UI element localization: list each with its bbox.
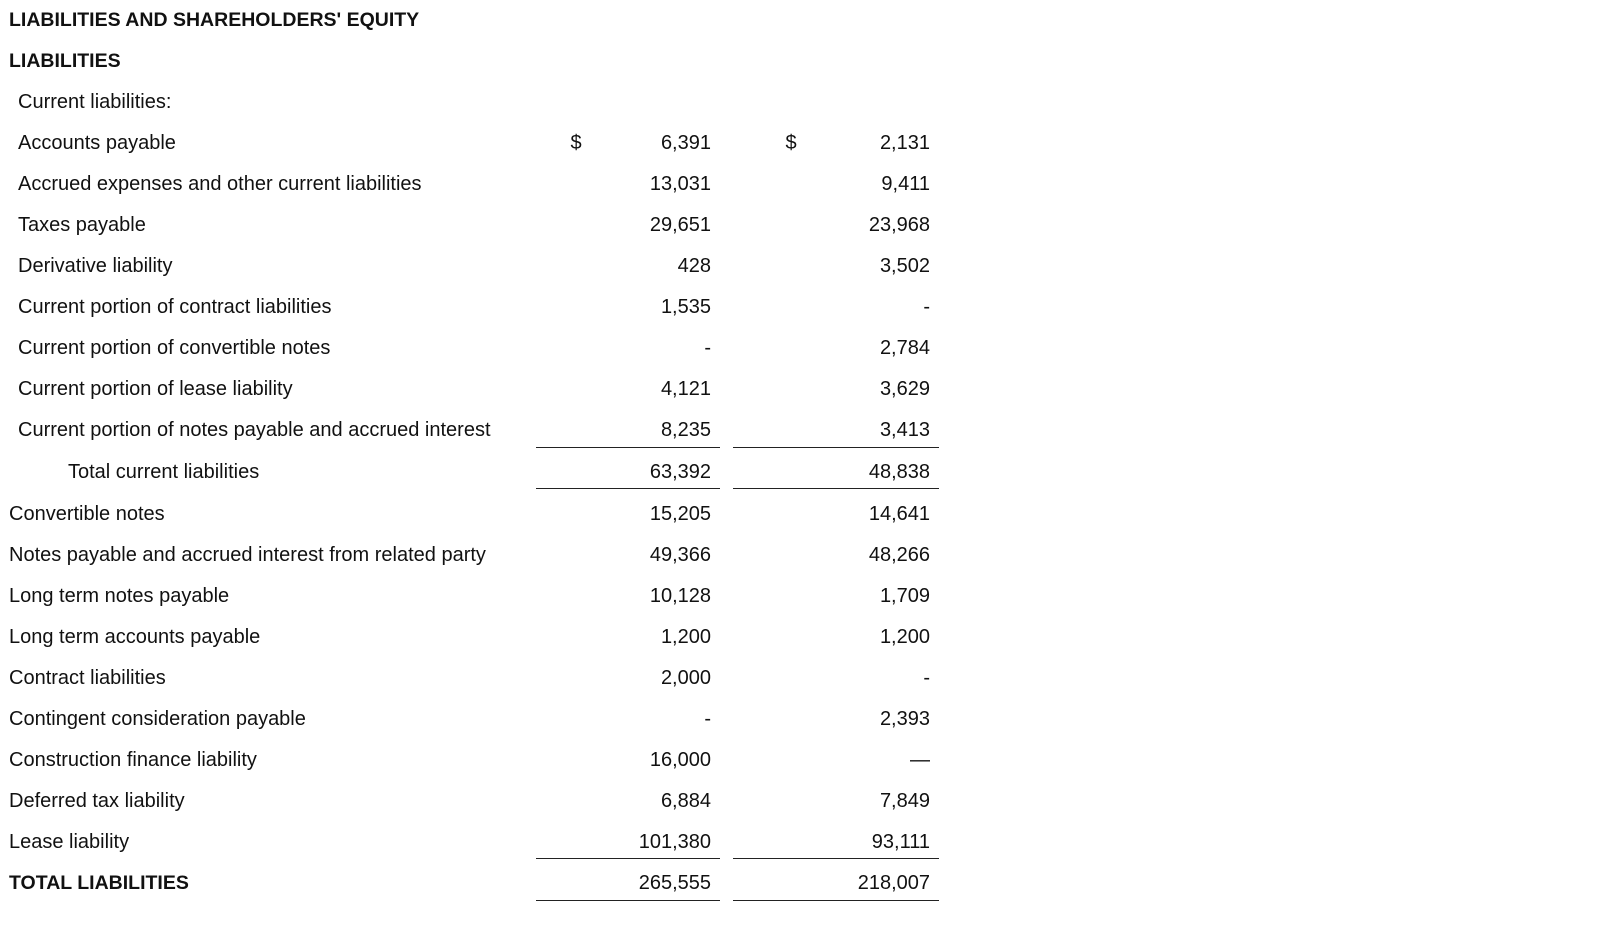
value-col-1: 15,205	[649, 503, 711, 525]
value-col-1: 1,200	[660, 626, 711, 648]
table-row	[0, 790, 1000, 831]
value-col-2: 48,838	[868, 461, 930, 483]
liabilities-heading-row	[0, 50, 1000, 91]
total-rule	[536, 900, 720, 901]
value-col-1: 13,031	[649, 173, 711, 195]
row-label: Construction finance liability	[9, 749, 257, 771]
value-col-2: 3,629	[879, 378, 930, 400]
value-col-1: 16,000	[649, 749, 711, 771]
value-col-1: 265,555	[638, 872, 711, 894]
total-liabilities-row	[0, 872, 1000, 913]
current-liabilities-heading: Current liabilities:	[18, 91, 172, 113]
table-row	[0, 214, 1000, 255]
row-label: Current portion of lease liability	[18, 378, 293, 400]
value-col-2: 48,266	[868, 544, 930, 566]
row-label: Total current liabilities	[68, 461, 260, 483]
value-col-2: 14,641	[868, 503, 930, 525]
row-label: Notes payable and accrued interest from related party	[9, 544, 486, 566]
value-col-2: -	[923, 667, 930, 689]
table-row	[0, 667, 1000, 708]
currency-symbol: $	[570, 132, 582, 154]
table-row	[0, 337, 1000, 378]
row-label: Taxes payable	[18, 214, 146, 236]
subtotal-rule	[733, 488, 939, 489]
row-label: Current portion of convertible notes	[18, 337, 331, 359]
value-col-2: 2,784	[879, 337, 930, 359]
row-label: Accounts payable	[18, 132, 176, 154]
total-rule	[733, 900, 939, 901]
total-rule	[536, 858, 720, 859]
total-rule	[733, 858, 939, 859]
subtotal-rule	[536, 488, 720, 489]
row-label: Lease liability	[9, 831, 130, 853]
value-col-1: 29,651	[649, 214, 711, 236]
table-row	[0, 296, 1000, 337]
value-col-2: 9,411	[881, 173, 930, 195]
value-col-1: 10,128	[649, 585, 711, 607]
subtotal-rule	[733, 447, 939, 448]
value-col-2: 2,393	[879, 708, 930, 730]
table-row	[0, 749, 1000, 790]
value-col-1: -	[704, 708, 711, 730]
row-label: Deferred tax liability	[9, 790, 185, 812]
value-col-2: 93,111	[871, 831, 930, 853]
row-label: Current portion of contract liabilities	[18, 296, 332, 318]
table-row	[0, 173, 1000, 214]
row-label: Convertible notes	[9, 503, 165, 525]
table-row	[0, 503, 1000, 544]
row-label: Derivative liability	[18, 255, 173, 277]
total-current-liabilities-row	[0, 461, 1000, 502]
value-col-2: 218,007	[857, 872, 930, 894]
value-col-1: 4,121	[660, 378, 711, 400]
value-col-2: 7,849	[879, 790, 930, 812]
row-label: Contingent consideration payable	[9, 708, 306, 730]
value-col-2: 2,131	[879, 132, 930, 154]
value-col-1: 2,000	[660, 667, 711, 689]
value-col-1: 63,392	[649, 461, 711, 483]
value-col-1: 1,535	[660, 296, 711, 318]
row-label: Long term accounts payable	[9, 626, 261, 648]
value-col-2: 1,200	[879, 626, 930, 648]
current-liabilities-heading-row	[0, 91, 1000, 132]
row-label: Long term notes payable	[9, 585, 230, 607]
table-row	[0, 255, 1000, 296]
value-col-1: -	[704, 337, 711, 359]
table-row	[0, 132, 1000, 173]
value-col-1: 8,235	[660, 419, 711, 441]
liabilities-heading: LIABILITIES	[9, 50, 121, 72]
value-col-1: 49,366	[649, 544, 711, 566]
subtotal-rule	[536, 447, 720, 448]
row-label: TOTAL LIABILITIES	[9, 872, 189, 894]
table-row	[0, 831, 1000, 872]
value-col-1: 428	[677, 255, 711, 277]
value-col-2: 1,709	[879, 585, 930, 607]
value-col-2: 3,413	[879, 419, 930, 441]
row-label: Contract liabilities	[9, 667, 166, 689]
row-label: Current portion of notes payable and accrued interest	[18, 419, 491, 441]
row-label: Accrued expenses and other current liabilities	[18, 173, 422, 195]
currency-symbol: $	[785, 132, 797, 154]
value-col-1: 6,391	[660, 132, 711, 154]
value-col-2: —	[910, 749, 930, 771]
table-row	[0, 419, 1000, 460]
section-title: LIABILITIES AND SHAREHOLDERS' EQUITY	[9, 9, 420, 31]
value-col-1: 6,884	[660, 790, 711, 812]
value-col-2: 3,502	[879, 255, 930, 277]
value-col-2: 23,968	[868, 214, 930, 236]
table-row	[0, 708, 1000, 749]
section-title-row	[0, 9, 1000, 50]
value-col-2: -	[923, 296, 930, 318]
value-col-1: 101,380	[638, 831, 711, 853]
table-row	[0, 626, 1000, 667]
table-row	[0, 544, 1000, 585]
table-row	[0, 378, 1000, 419]
table-row	[0, 585, 1000, 626]
